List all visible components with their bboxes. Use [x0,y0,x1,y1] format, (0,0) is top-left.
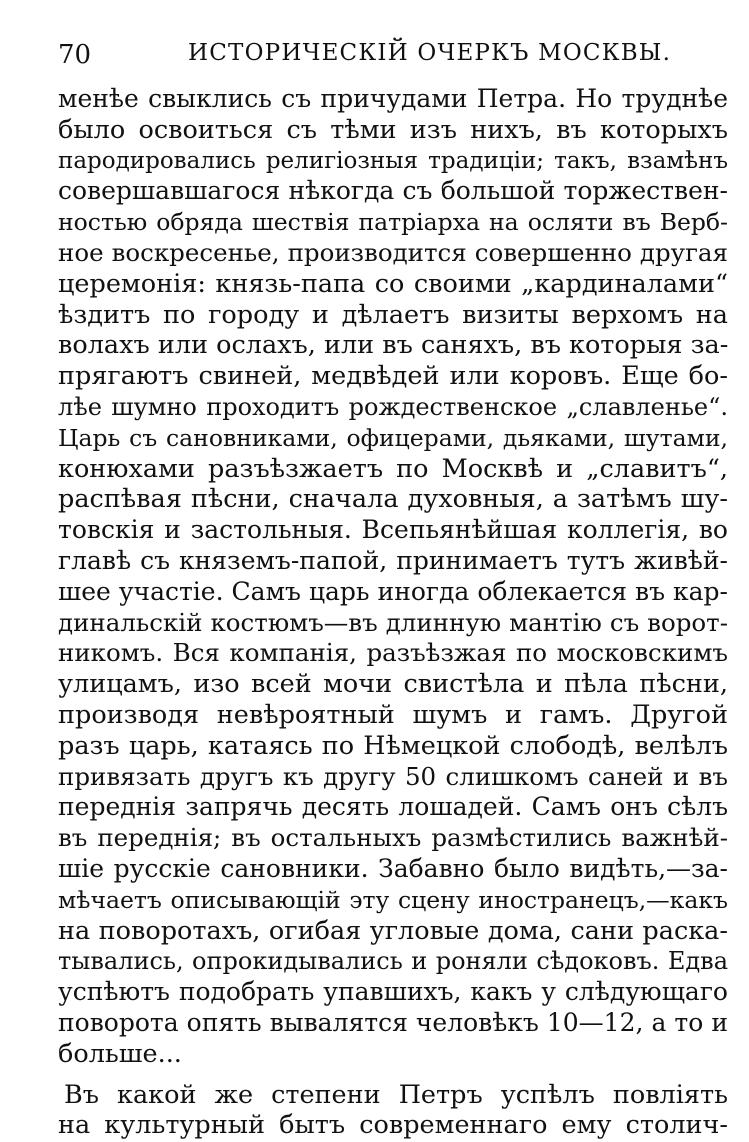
text-line: Въ какой же степени Петръ успѣлъ повліять [64,1079,728,1110]
text-line: переднія запрячь десять лошадей. Самъ онъ сѣлъ [58,792,728,822]
text-line: производя невѣроятный шумъ и гамъ. Другой [58,699,728,730]
text-line: динальскій костюмъ—въ длинную мантію съ ворот- [58,607,728,637]
text-line: привязать другъ къ другу 50 слишкомъ саней и въ [58,761,728,791]
text-line: тывались, опрокидывались и роняли сѣдоковъ. Едва [58,947,728,976]
text-line: мѣчаетъ описывающій эту сцену иностранецъ,—какъ [58,885,728,914]
text-line: совершавшагося нѣкогда съ большой торжествен- [58,176,728,206]
text-line: шее участіе. Самъ царь иногда облекается въ кар- [58,576,728,606]
text-line: въ переднія; въ остальныхъ размѣстились важнѣй- [58,823,728,853]
text-line: товскія и застольныя. Всепьянѣйшая коллегія, во [58,515,728,545]
text-line: главѣ съ княземъ-папой, принимаетъ тутъ живѣй- [58,545,728,575]
text-line: Царь съ сановниками, офицерами, дьяками, шутами, [58,423,728,452]
running-title: ИСТОРИЧЕСКІЙ ОЧЕРКЪ МОСКВЫ. [188,40,672,66]
text-line: конюхами разъѣзжаетъ по Москвѣ и „славитъ“, [58,453,728,484]
paragraph [58,1080,728,1142]
text-line: поворота опять вывалятся человѣкъ 10—12, а то и [58,1007,728,1037]
text-line: волахъ или ослахъ, или въ саняхъ, въ которыя за- [58,330,728,361]
text-line: ѣздитъ по городу и дѣлаетъ визиты верхомъ на [58,299,728,330]
paragraph-gap [58,1070,728,1080]
text-line: на культурный бытъ современнаго ему столич- [58,1110,728,1141]
text-line: прягаютъ свиней, медвѣдей или коровъ. Еще бо- [58,361,728,392]
text-line: было освоиться съ тѣми изъ нихъ, въ которыхъ [58,114,728,145]
paragraph [58,84,728,1070]
text-line: шіе русскіе сановники. Забавно было видѣть,—за- [58,853,728,883]
text-line: больше... [58,1038,182,1069]
page-number: 70 [58,40,92,70]
text-line: никомъ. Вся компанія, разъѣзжая по московскимъ [58,638,728,668]
text-line: пародировались религіозныя традиціи; такъ, взамѣнъ [58,147,728,174]
text-line: менѣе свыклись съ причудами Петра. Но труднѣе [58,84,728,113]
page-header [0,28,749,68]
text-line: лѣе шумно проходитъ рождественское „славленье“. [58,392,728,421]
text-line: церемонія: князь-папа со своими „кардиналами“ [58,268,728,299]
text-line: успѣютъ подобрать упавшихъ, какъ у слѣдующаго [58,977,728,1007]
body-text [58,84,728,1141]
text-line: распѣвая пѣсни, сначала духовныя, а затѣмъ шу- [58,484,728,515]
text-line: ное воскресенье, производится совершенно другая [58,237,728,267]
text-line: ностью обряда шествія патріарха на осляти въ Верб- [58,208,728,237]
text-line: улицамъ, изо всей мочи свистѣла и пѣла пѣсни, [58,669,728,700]
text-line: разъ царь, катаясь по Нѣмецкой слободѣ, велѣлъ [58,730,728,761]
text-line: на поворотахъ, огибая угловые дома, сани раска- [58,915,728,946]
